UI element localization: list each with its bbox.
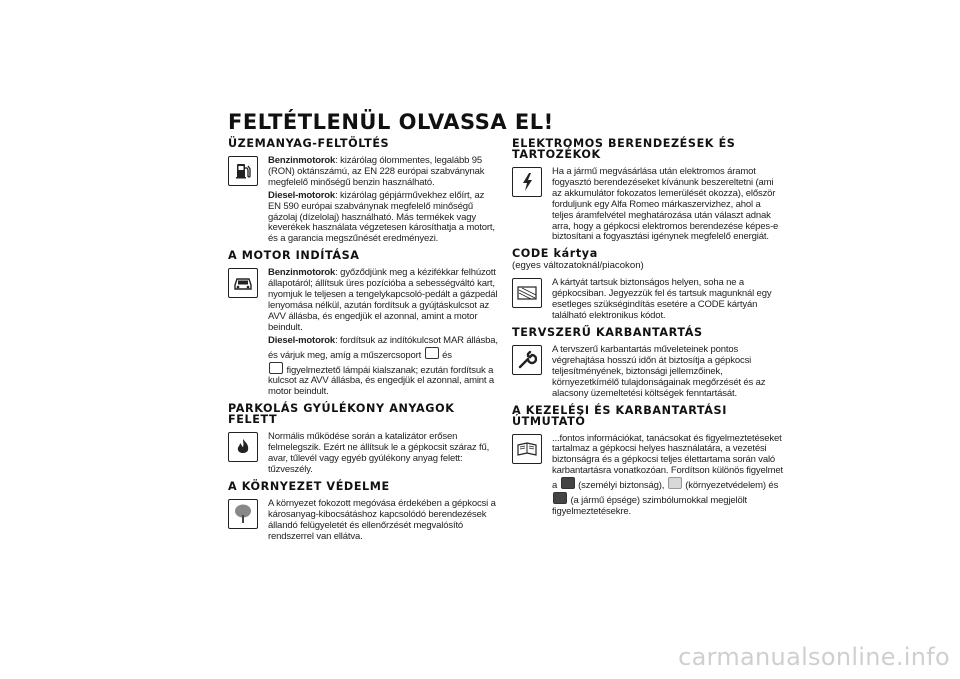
tree-icon <box>228 499 258 529</box>
electric-section <box>512 138 784 243</box>
vehicle-integrity-icon <box>553 492 567 504</box>
guide-text-b: (személyi biztonság), <box>578 480 665 492</box>
fuel-petrol-lead: Benzinmotorok <box>268 155 336 166</box>
start-petrol-lead: Benzinmotorok <box>268 267 336 279</box>
start-petrol-text: : győződjünk meg a kézifékkar felhúzott állapotáról; állítsuk üres pozícióba a sebességváltó kart, nyomjuk le teljesen a tengelykapcsoló-pedált a gázpedál lenyomása nélkül, azután fordítsuk a gyújtáskulcsot az AVV állásba, és engedjük el azonnal, amint a motor beindult. <box>268 267 498 333</box>
code-heading: CODE kártya <box>512 247 598 261</box>
wrench-icon <box>512 345 542 375</box>
fuel-pump-icon <box>228 156 258 186</box>
lightning-icon <box>512 167 542 197</box>
environment-section <box>228 481 498 543</box>
environment-symbol-icon <box>668 477 682 489</box>
guide-text-a: ...fontos információkat, tanácsokat és figyelmeztetéseket tartalmaz a gépkocsi helyes használatára, a vezetési biztonságra és a gépkocsi teljes élettartama során való karbantartásra vonatkozóan. Fordítson különös figyelmet a <box>552 432 783 492</box>
fuel-diesel-text: : kizárólag gépjárművekhez előírt, az EN 590 európai szabványnak megfelelő minőségű gázolaj (dízelolaj) használható. Más termékek vagy keverékek használata végzetesen károsíthatja a motort, és a garancia megszűnését eredményezi. <box>268 189 495 245</box>
left-column <box>228 138 498 547</box>
book-icon <box>512 434 542 464</box>
card-icon <box>512 278 542 308</box>
start-diesel-text-c: figyelmeztető lámpái kialszanak; ezután fordítsuk a kulcsot az AVV állásba, és engedjük el azonnal, amint a motor beindult. <box>268 364 495 398</box>
code-text: A kártyát tartsuk biztonságos helyen, soha ne a gépkocsiban. Jegyezzük fel és tartsuk magunknál egy esetleges szükségindítás esetére a CODE kártyán található elektronikus kódot. <box>552 277 772 322</box>
fuel-heading: ÜZEMANYAG-FELTÖLTÉS <box>228 137 390 150</box>
watermark: carmanualsonline.info <box>678 643 950 671</box>
environment-heading: A KÖRNYEZET VÉDELME <box>228 479 390 493</box>
parking-heading: PARKOLÁS GYÚLÉKONY ANYAGOK FELETT <box>228 402 455 427</box>
fuel-petrol-text: : kizárólag ólommentes, legalább 95 (RON) oktánszámú, az EN 228 európai szabványnak megfelelő minőségű benzin használható. <box>268 155 485 188</box>
fuel-diesel-lead: Diesel-motorok <box>268 189 336 201</box>
guide-text-c: (környezetvédelem) és <box>685 480 779 492</box>
environment-text: A környezet fokozott megóvása érdekében a gépkocsi a károsanyag-kibocsátáshoz kapcsolódó berendezések állandó felügyeletét és ellenőrzését megvalósító rendszerrel van ellátva. <box>268 497 496 542</box>
right-column <box>512 138 784 523</box>
car-icon <box>228 268 258 298</box>
instrument-warning-icon <box>425 347 439 359</box>
electric-text: Ha a jármű megvásárlása után elektromos áramot fogyasztó berendezéseket kívánunk beszereltetni (ami az akkumulátor fokozatos lemerülését okozza), először forduljunk egy Alfa Romeo márkaszervizhez, ahol a teljes áramfelvétel meghatározása után választ adnak arra, hogy a gépkocsi elektromos berendezése képes-e biztosítani a fogyasztási igénynek megfelelő energiát. <box>552 166 779 243</box>
start-diesel-text-a: : fordítsuk az indítókulcsot MAR állásba, és várjuk meg, amíg a műszercsoport <box>268 334 498 361</box>
code-section <box>512 248 784 322</box>
maintenance-text: A tervszerű karbantartás műveleteinek pontos végrehajtása hosszú időn át biztosítja a gépkocsi teljesítményének, biztonsági jellemzőinek, környezetkímélő tulajdonságainak megőrzését és az alacsony üzemeltetési költségek fenntartását. <box>552 343 766 399</box>
electric-heading: ELEKTROMOS BERENDEZÉSEK ÉS TARTOZÉKOK <box>512 137 736 161</box>
glow-plug-icon <box>269 362 283 374</box>
page-title: FELTÉTLENÜL OLVASSA EL! <box>228 110 554 134</box>
code-subtitle: (egyes változatoknál/piacokon) <box>512 260 644 272</box>
guide-section <box>512 405 784 518</box>
start-diesel-lead: Diesel-motorok <box>268 334 336 346</box>
guide-text-d: (a jármű épsége) szimbólumokkal megjelölt figyelmeztetésekre. <box>552 495 748 517</box>
parking-text: Normális működése során a katalizátor erősen felmelegszik. Ezért ne állítsuk le a gépkocsit száraz fű, avar, tűlevél vagy egyéb gyúlékony anyag felett: tűzveszély. <box>268 431 490 475</box>
guide-heading: A KEZELÉSI ÉS KARBANTARTÁSI ÚTMUTATÓ <box>512 403 727 428</box>
flame-icon <box>228 432 258 462</box>
start-diesel-text-b: és <box>442 349 452 361</box>
maintenance-heading: TERVSZERŰ KARBANTARTÁS <box>512 325 703 339</box>
fuel-section <box>228 138 498 245</box>
personal-safety-icon <box>561 477 575 489</box>
parking-section <box>228 403 498 476</box>
start-section <box>228 250 498 398</box>
start-heading: A MOTOR INDÍTÁSA <box>228 249 360 263</box>
maintenance-section <box>512 327 784 400</box>
